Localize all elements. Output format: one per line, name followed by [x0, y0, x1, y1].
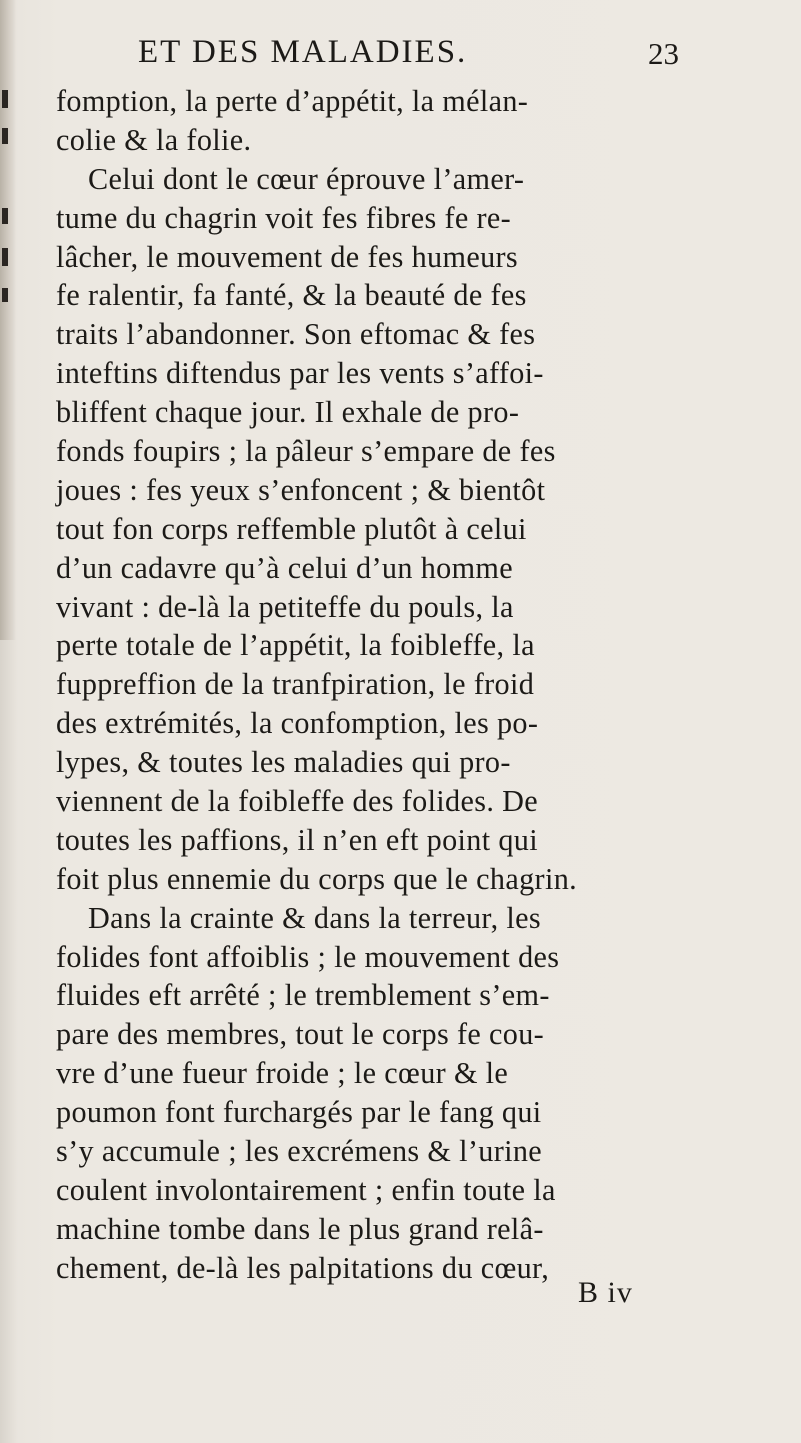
text-line: tout fon corps reffemble plutôt à celui: [56, 511, 527, 546]
text-line: Dans la crainte & dans la terreur, les: [88, 900, 541, 935]
running-header: [138, 34, 738, 80]
gutter-mark: [2, 128, 8, 144]
text-line: colie & la folie.: [56, 122, 252, 157]
text-line: vre d’une fueur froide ; le cœur & le: [56, 1056, 509, 1091]
text-line: lâcher, le mouvement de fes humeurs: [56, 239, 519, 274]
text-line: fuppreffion de la tranfpiration, le froid: [56, 667, 535, 702]
text-line: folides font affoiblis ; le mouvement des: [56, 939, 560, 974]
text-line: foit plus ennemie du corps que le chagrin.: [56, 861, 578, 896]
page-gutter: [0, 0, 16, 640]
text-line: pare des membres, tout le corps fe cou-: [56, 1017, 545, 1052]
gutter-mark: [2, 248, 8, 266]
text-line: machine tombe dans le plus grand relâ-: [56, 1211, 544, 1246]
text-line: fluides eft arrêté ; le tremblement s’em-: [56, 978, 550, 1013]
text-line: traits l’abandonner. Son eftomac & fes: [56, 317, 536, 352]
text-line: fonds foupirs ; la pâleur s’empare de fes: [56, 434, 556, 469]
text-line: fe ralentir, fa fanté, & la beauté de fes: [56, 278, 527, 313]
gutter-mark: [2, 288, 8, 302]
text-line: poumon font furchargés par le fang qui: [56, 1095, 542, 1130]
text-line: d’un cadavre qu’à celui d’un homme: [56, 550, 513, 585]
text-line: vivant : de-là la petiteffe du pouls, la: [56, 589, 514, 624]
gutter-mark: [2, 90, 8, 108]
text-line: Celui dont le cœur éprouve l’amer-: [88, 161, 525, 196]
text-line: coulent involontairement ; enfin toute la: [56, 1172, 556, 1207]
text-line: des extrémités, la confomption, les po-: [56, 706, 539, 741]
text-line: joues : fes yeux s’enfoncent ; & bientôt: [56, 472, 546, 507]
page-number: 23: [648, 36, 679, 71]
body-text: [56, 82, 776, 1288]
text-line: toutes les paffions, il n’en eft point qui: [56, 822, 538, 857]
signature-mark: B iv: [578, 1276, 633, 1309]
text-line: s’y accumule ; les excrémens & l’urine: [56, 1134, 543, 1169]
running-title: ET DES MALADIES.: [138, 34, 468, 70]
text-line: chement, de-là les palpitations du cœur,: [56, 1250, 550, 1285]
gutter-mark: [2, 208, 8, 224]
text-line: tume du chagrin voit fes fibres fe re-: [56, 200, 512, 235]
text-line: lypes, & toutes les maladies qui pro-: [56, 745, 511, 780]
text-line: perte totale de l’appétit, la foibleffe, la: [56, 628, 535, 663]
text-line: viennent de la foibleffe des folides. De: [56, 784, 539, 819]
text-line: inteftins diftendus par les vents s’affoi-: [56, 356, 544, 391]
text-line: bliffent chaque jour. Il exhale de pro-: [56, 395, 520, 430]
text-line: fomption, la perte d’appétit, la mélan-: [56, 84, 529, 118]
